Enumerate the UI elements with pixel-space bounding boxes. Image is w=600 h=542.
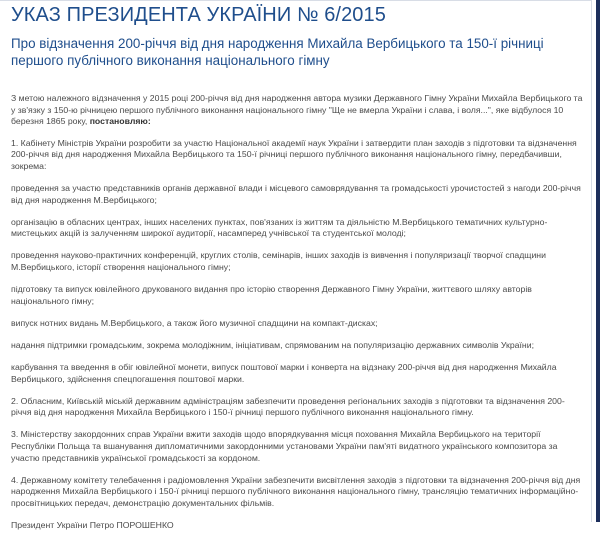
paragraph-1-item: карбування та введення в обіг ювілейної монети, випуск поштової марки і конверта на відзнаку 200-річчя від дня народження Михайла Вербицького, здійснення спецпогашення поштової марки. [11, 362, 557, 384]
document-content [11, 3, 583, 542]
paragraph-1-item: проведення за участю представників органів державної влади і місцевого самоврядування та громадськості урочистостей з нагоди 200-річчя від дня народження М.Вербицького; [11, 183, 581, 205]
paragraph-4: 4. Державному комітету телебачення і радіомовлення України забезпечити висвітлення заходів з підготовки та відзначення 200-річчя від дня народження Михайла Вербицького і 150-ї річниці першого публічного виконання національного гімну, трансляцію тематичних інформаційно-просвітницьких передач, демонстрацію документальних фільмів. [11, 474, 581, 508]
paragraph-1-item: підготовку та випуск ювілейного друкованого видання про історію створення Державного Гімну України, життєвого шляху авторів національного гімну; [11, 284, 532, 306]
paragraph-1-item: надання підтримки громадським, зокрема молодіжним, ініціативам, спрямованим на популяризацію державних символів України; [11, 339, 534, 350]
edge-strip [596, 0, 600, 522]
paragraph-1-item: організацію в обласних центрах, інших населених пунктах, пов'язаних із життям та діяльністю М.Вербицького тематичних культурно-мистецьких акцій із залученням широкої аудиторії, насамперед учнівської та студентської молоді; [11, 216, 548, 239]
intro-paragraph [11, 93, 583, 128]
decree-word: постановляю: [89, 116, 151, 127]
paragraph-2: 2. Обласним, Київській міській державним адміністраціям забезпечити проведення регіональних заходів з підготовки та відзначення 200-річчя від дня народження Михайла Вербицького і 150-ї річниці першого публічного виконання національного гімну. [11, 395, 565, 418]
signature: Президент України Петро ПОРОШЕНКО [11, 519, 174, 530]
paragraph-1-item: випуск нотних видань М.Вербицького, а також його музичної спадщини на компакт-дисках; [11, 317, 378, 328]
paragraph-1-item: проведення науково-практичних конференцій, круглих столів, семінарів, інших заходів із вивчення і популяризації творчої спадщини М.Вербицького, історії створення національного гімну; [11, 250, 546, 273]
page-subtitle: Про відзначення 200-річчя від дня народження Михайла Вербицького та 150-ї річниці першого публічного виконання національного гімну [11, 36, 544, 68]
decree-body [11, 93, 583, 532]
paragraph-3: 3. Міністерству закордонних справ України вжити заходів щодо впорядкування місця поховання Михайла Вербицького на території Республіки Польща та вшанування дипломатичними закордонними установами України пам'яті видатного українського композитора за участю представників української громадськості за кордоном. [11, 429, 558, 463]
page-title: УКАЗ ПРЕЗИДЕНТА УКРАЇНИ № 6/2015 [11, 4, 386, 26]
intro-text: З метою належного відзначення у 2015 році 200-річчя від дня народження автора музики Державного Гімну України Михайла Вербицького та у зв'язку з 150-ю річницею першого публічного виконання національного гімну "Ще не вмерла України і слава, і воля...", яке відбулося 10 березня 1865 року, [11, 93, 583, 127]
paragraph-1: 1. Кабінету Міністрів України розробити за участю Національної академії наук України і затвердити план заходів з підготовки та відзначення 200-річчя від дня народження Михайла Вербицького та 150-ї річниці першого публічного виконання національного гімну, передбачивши, зокрема: [11, 137, 577, 171]
